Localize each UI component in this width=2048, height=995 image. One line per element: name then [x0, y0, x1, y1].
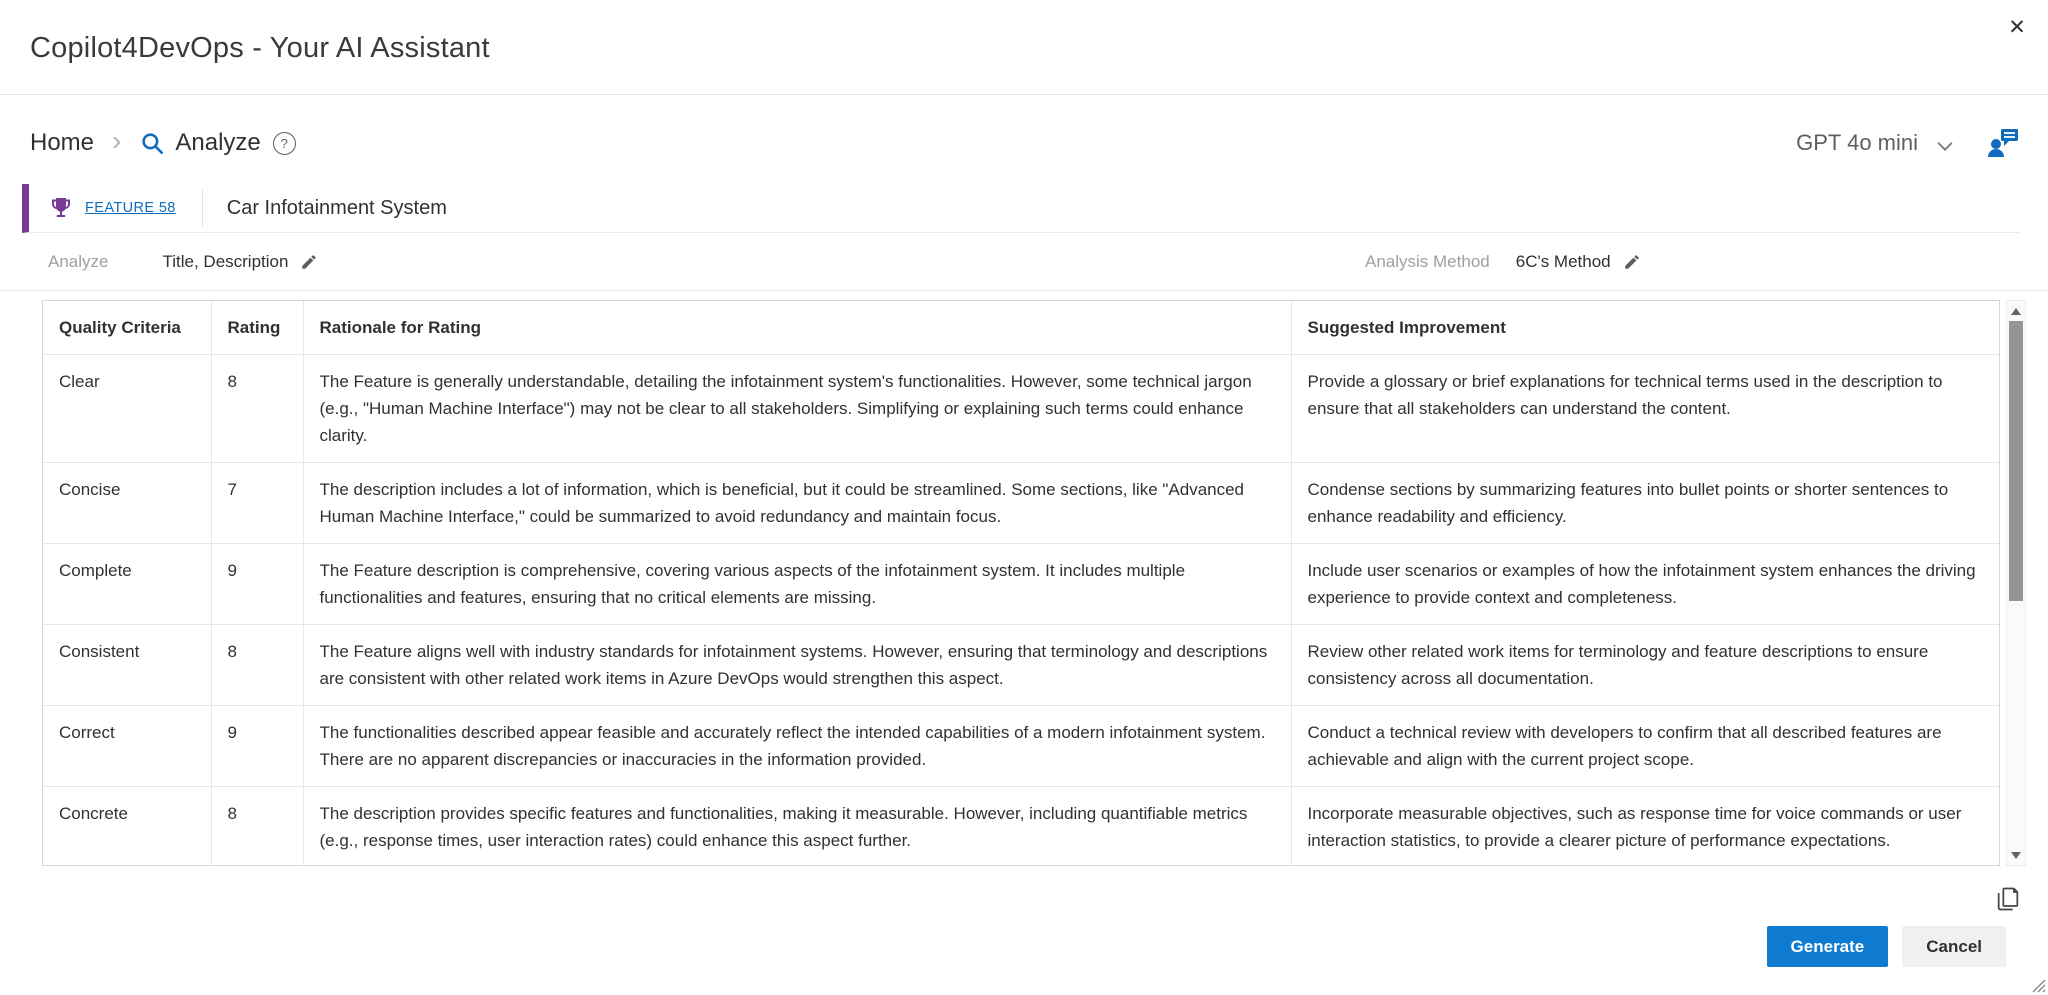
copy-icon[interactable] — [1994, 885, 2022, 913]
breadcrumb-home-link[interactable]: Home — [30, 129, 95, 156]
criteria-cell: Clear — [43, 355, 211, 463]
analysis-method-label: Analysis Method — [1365, 251, 1490, 271]
table-row — [43, 787, 2000, 867]
cancel-button[interactable]: Cancel — [1902, 926, 2006, 967]
rating-cell: 9 — [211, 706, 303, 787]
header-rating: Rating — [211, 301, 303, 355]
improvement-cell: Review other related work items for terminology and feature descriptions to ensure consistency across all documentation. — [1291, 625, 2000, 706]
edit-method-icon[interactable] — [1623, 253, 1641, 271]
page-title: Analyze — [175, 129, 261, 156]
edit-fields-icon[interactable] — [300, 253, 318, 271]
table-row — [43, 463, 2000, 544]
table-row — [43, 706, 2000, 787]
improvement-cell: Conduct a technical review with developers to confirm that all described features are achievable and align with the current project scope. — [1291, 706, 2000, 787]
criteria-cell: Consistent — [43, 625, 211, 706]
work-item-bar — [22, 184, 2020, 233]
improvement-cell: Include user scenarios or examples of how the infotainment system enhances the driving experience to provide context and completeness. — [1291, 544, 2000, 625]
generate-button[interactable]: Generate — [1767, 926, 1889, 967]
header-suggested-improvement: Suggested Improvement — [1291, 301, 2000, 355]
feedback-icon[interactable] — [1986, 127, 2020, 159]
analysis-method-value: 6C's Method — [1515, 251, 1611, 271]
breadcrumb — [30, 112, 2020, 174]
rationale-cell: The Feature description is comprehensive, covering various aspects of the infotainment system. It includes multiple functionalities and features, ensuring that no critical elements are missing. — [303, 544, 1291, 625]
rating-cell: 9 — [211, 544, 303, 625]
improvement-cell: Condense sections by summarizing features into bullet points or shorter sentences to enhance readability and efficiency. — [1291, 463, 2000, 544]
search-icon — [139, 130, 165, 156]
help-icon[interactable]: ? — [273, 132, 296, 155]
rating-cell: 7 — [211, 463, 303, 544]
table-row — [43, 355, 2000, 463]
footer-actions — [1767, 926, 2006, 967]
work-item-title: Car Infotainment System — [226, 196, 447, 219]
criteria-cell: Concrete — [43, 787, 211, 867]
chevron-right-icon: › — [112, 125, 122, 156]
close-icon[interactable]: ✕ — [2008, 15, 2026, 39]
improvement-cell: Incorporate measurable objectives, such as response time for voice commands or user interaction statistics, to provide a clearer picture of performance expectations. — [1291, 787, 2000, 867]
work-item-id-link[interactable]: FEATURE 58 — [85, 200, 176, 216]
dialog-title-bar — [0, 0, 2048, 95]
criteria-cell: Complete — [43, 544, 211, 625]
resize-grip[interactable] — [2028, 975, 2046, 993]
divider — [202, 190, 203, 226]
improvement-cell: Provide a glossary or brief explanations for technical terms used in the description to ensure that all stakeholders can understand the content. — [1291, 355, 2000, 463]
rationale-cell: The Feature is generally understandable, detailing the infotainment system's functionalities. However, some technical jargon (e.g., "Human Machine Interface") may not be clear to all stakeholders. Simplifying or explaining such terms could enhance clarity. — [303, 355, 1291, 463]
rating-cell: 8 — [211, 355, 303, 463]
scroll-down-icon[interactable] — [2007, 847, 2025, 863]
trophy-icon — [49, 196, 73, 220]
criteria-cell: Correct — [43, 706, 211, 787]
rationale-cell: The description provides specific features and functionalities, making it measurable. However, including quantifiable metrics (e.g., response times, user interaction rates) could enhance this aspect further. — [303, 787, 1291, 867]
options-row — [0, 233, 2048, 291]
rating-cell: 8 — [211, 787, 303, 867]
table-scrollbar[interactable] — [2006, 300, 2026, 866]
rating-cell: 8 — [211, 625, 303, 706]
dialog-title: Copilot4DevOps - Your AI Assistant — [30, 32, 490, 64]
rationale-cell: The Feature aligns well with industry standards for infotainment systems. However, ensuring that terminology and descriptions are consistent with other related work items in Azure DevOps would strengthen this aspect. — [303, 625, 1291, 706]
scroll-up-icon[interactable] — [2007, 303, 2025, 319]
header-quality-criteria: Quality Criteria — [43, 301, 211, 355]
chevron-down-icon[interactable] — [1934, 135, 1956, 157]
scrollbar-thumb[interactable] — [2009, 321, 2023, 601]
table-row — [43, 625, 2000, 706]
rationale-cell: The functionalities described appear feasible and accurately reflect the intended capabilities of a modern infotainment system. There are no apparent discrepancies or inaccuracies in the information provided. — [303, 706, 1291, 787]
analysis-results-table — [42, 300, 2000, 866]
table-row — [43, 544, 2000, 625]
model-selector[interactable]: GPT 4o mini — [1796, 130, 1918, 155]
rationale-cell: The description includes a lot of information, which is beneficial, but it could be streamlined. Some sections, like "Advanced Human Machine Interface," could be summarized to avoid redundancy and maintain focus. — [303, 463, 1291, 544]
analyze-fields-value: Title, Description — [162, 251, 289, 271]
analyze-label: Analyze — [48, 251, 109, 271]
header-rationale: Rationale for Rating — [303, 301, 1291, 355]
criteria-cell: Concise — [43, 463, 211, 544]
table-header-row — [43, 301, 2000, 355]
